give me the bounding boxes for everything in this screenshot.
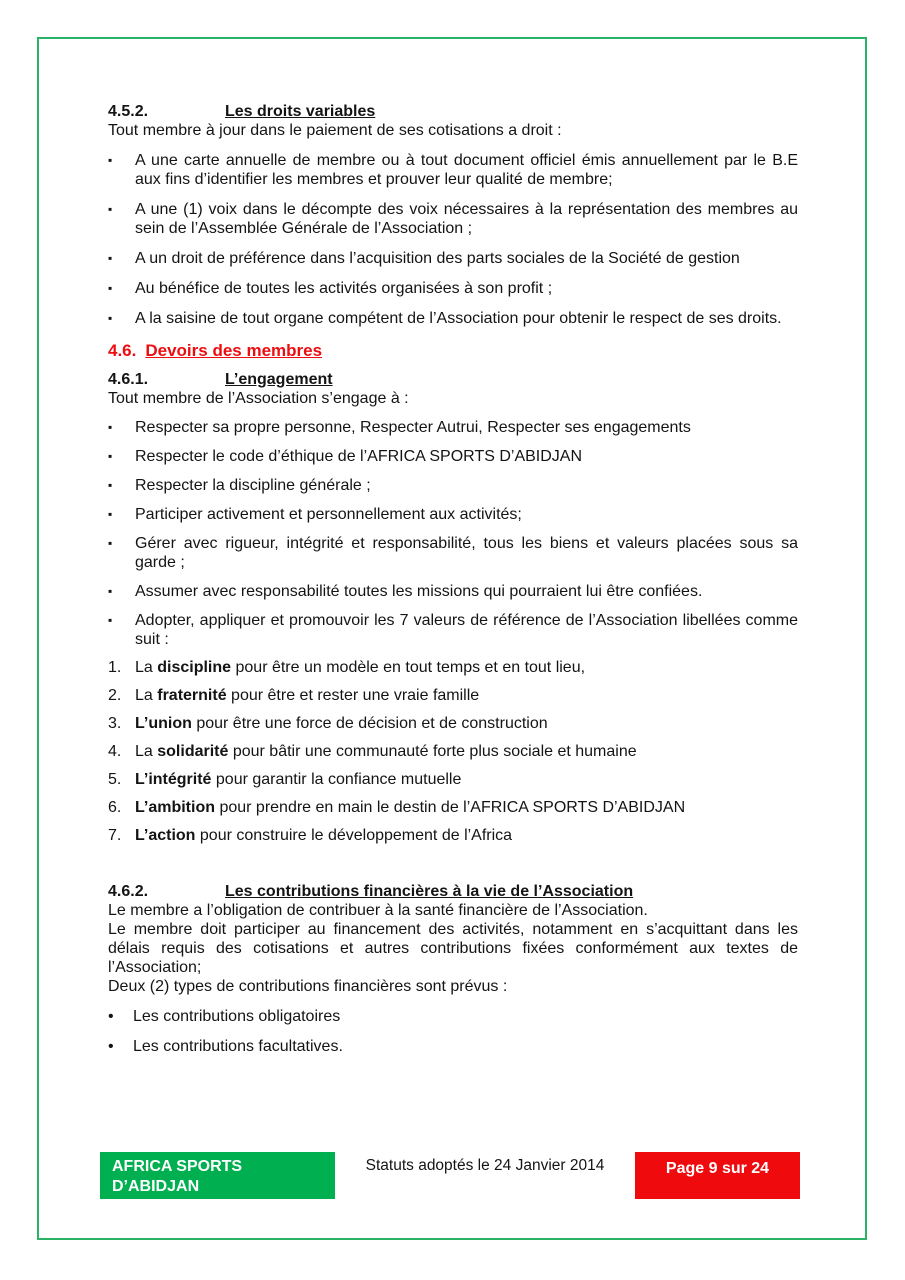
bullet-text: A une (1) voix dans le décompte des voix nécessaires à la représentation des membres au sein de l’Assemblée Générale de l’Association ; [135,201,798,237]
value-rest: pour bâtir une communauté forte plus sociale et humaine [228,743,637,760]
paragraph-contribution-1: Le membre a l’obligation de contribuer à la santé financière de l’Association. [108,902,648,919]
square-bullet-icon: ▪ [108,613,113,627]
value-rest: pour prendre en main le destin de l’AFRICA SPORTS D’ABIDJAN [215,799,686,816]
value-rest: pour être et rester une vraie famille [226,687,480,704]
heading-number: 4.6.1. [108,371,149,388]
bullet-text: Les contributions obligatoires [133,1008,341,1025]
item-number: 1. [108,659,122,676]
value-rest: pour construire le développement de l’Africa [195,827,513,844]
section-4-6-heading [108,341,798,360]
square-bullet-icon: ▪ [108,251,113,265]
bullet-text: A une carte annuelle de membre ou à tout document officiel émis annuellement par le B.E aux fins d’identifier les membres et prouver leur qualité de membre; [135,152,798,188]
section-4-6-1-heading [108,370,798,389]
bullet-item [108,447,798,466]
value-prefix: La [135,659,158,676]
bullet-text: Gérer avec rigueur, intégrité et responsabilité, tous les biens et valeurs placées sous sa garde ; [135,535,798,571]
square-bullet-icon: ▪ [108,478,113,492]
item-number: 7. [108,827,122,844]
engagement-bullet-list [108,418,798,649]
value-rest: pour être un modèle en tout temps et en tout lieu, [231,659,586,676]
bullet-item [108,582,798,601]
values-numbered-list [108,658,798,845]
value-prefix: La [135,687,158,704]
value-rest: pour être une force de décision et de construction [191,715,548,732]
bullet-item [108,249,798,268]
contributions-bullet-list [108,1007,798,1056]
square-bullet-icon: ▪ [108,153,113,167]
bullet-item [108,476,798,495]
bullet-item [108,309,798,328]
value-name: fraternité [157,687,227,704]
item-number: 4. [108,743,122,760]
value-item [108,742,798,761]
bullet-item [108,1037,798,1056]
heading-number: 4.6. [108,341,137,360]
paragraph-engagement-intro: Tout membre de l’Association s’engage à : [108,390,409,407]
page-content [108,102,798,1056]
square-bullet-icon: ▪ [108,311,113,325]
paragraph-contribution-3: Deux (2) types de contributions financières sont prévus : [108,978,508,995]
value-name: L’ambition [135,799,215,816]
value-name: L’intégrité [135,771,212,788]
bullet-text: A un droit de préférence dans l’acquisition des parts sociales de la Société de gestion [135,250,740,267]
bullet-item [108,534,798,572]
footer-org-box: AFRICA SPORTS D’ABIDJAN [100,1152,335,1199]
heading-title: L’engagement [225,371,333,388]
item-number: 6. [108,799,122,816]
value-item [108,658,798,677]
heading-number: 4.6.2. [108,883,149,900]
bullet-text: Les contributions facultatives. [133,1038,343,1055]
value-prefix: La [135,743,158,760]
square-bullet-icon: ▪ [108,202,113,216]
bullet-text: Respecter le code d’éthique de l’AFRICA SPORTS D’ABIDJAN [135,448,583,465]
value-name: solidarité [157,743,229,760]
bullet-text: Adopter, appliquer et promouvoir les 7 valeurs de référence de l’Association libellées comme suit : [135,612,798,648]
value-item [108,798,798,817]
bullet-text: Au bénéfice de toutes les activités organisées à son profit ; [135,280,553,297]
item-number: 5. [108,771,122,788]
round-bullet-icon: • [108,1038,114,1055]
value-name: discipline [157,659,232,676]
item-number: 3. [108,715,122,732]
value-item [108,714,798,733]
heading-number: 4.5.2. [108,103,149,120]
value-item [108,826,798,845]
square-bullet-icon: ▪ [108,536,113,550]
value-text [135,714,798,733]
footer-date-text: Statuts adoptés le 24 Janvier 2014 [365,1157,605,1174]
section-4-5-2-heading [108,102,798,121]
square-bullet-icon: ▪ [108,420,113,434]
heading-title: Devoirs des membres [145,341,323,360]
square-bullet-icon: ▪ [108,449,113,463]
section-4-6-2-heading [108,882,798,901]
square-bullet-icon: ▪ [108,281,113,295]
round-bullet-icon: • [108,1008,114,1025]
bullet-text: Respecter la discipline générale ; [135,477,371,494]
bullet-text: Participer activement et personnellement aux activités; [135,506,522,523]
bullet-item [108,505,798,524]
square-bullet-icon: ▪ [108,507,113,521]
value-text [135,798,798,817]
square-bullet-icon: ▪ [108,584,113,598]
heading-title: Les droits variables [225,103,376,120]
value-text [135,826,798,845]
droits-bullet-list [108,151,798,328]
bullet-item [108,418,798,437]
bullet-item [108,279,798,298]
bullet-text: A la saisine de tout organe compétent de l’Association pour obtenir le respect de ses droits. [135,310,782,327]
bullet-text: Respecter sa propre personne, Respecter Autrui, Respecter ses engagements [135,419,691,436]
value-item [108,686,798,705]
value-text [135,770,798,789]
value-text [135,742,798,761]
value-text [135,686,798,705]
bullet-item [108,200,798,238]
bullet-item [108,1007,798,1026]
heading-title: Les contributions financières à la vie de l’Association [225,883,634,900]
item-number: 2. [108,687,122,704]
value-item [108,770,798,789]
value-text [135,658,798,677]
bullet-text: Assumer avec responsabilité toutes les missions qui pourraient lui être confiées. [135,583,703,600]
value-name: L’union [135,715,192,732]
paragraph-droits-intro: Tout membre à jour dans le paiement de ses cotisations a droit : [108,122,562,139]
value-name: L’action [135,827,196,844]
value-rest: pour garantir la confiance mutuelle [211,771,462,788]
bullet-item [108,611,798,649]
footer-page-badge: Page 9 sur 24 [635,1152,800,1199]
paragraph-contribution-2: Le membre doit participer au financement des activités, notamment en s’acquittant dans les délais requis des cotisations et autres contributions fixées conformément aux textes de l’Association; [108,921,798,976]
bullet-item [108,151,798,189]
